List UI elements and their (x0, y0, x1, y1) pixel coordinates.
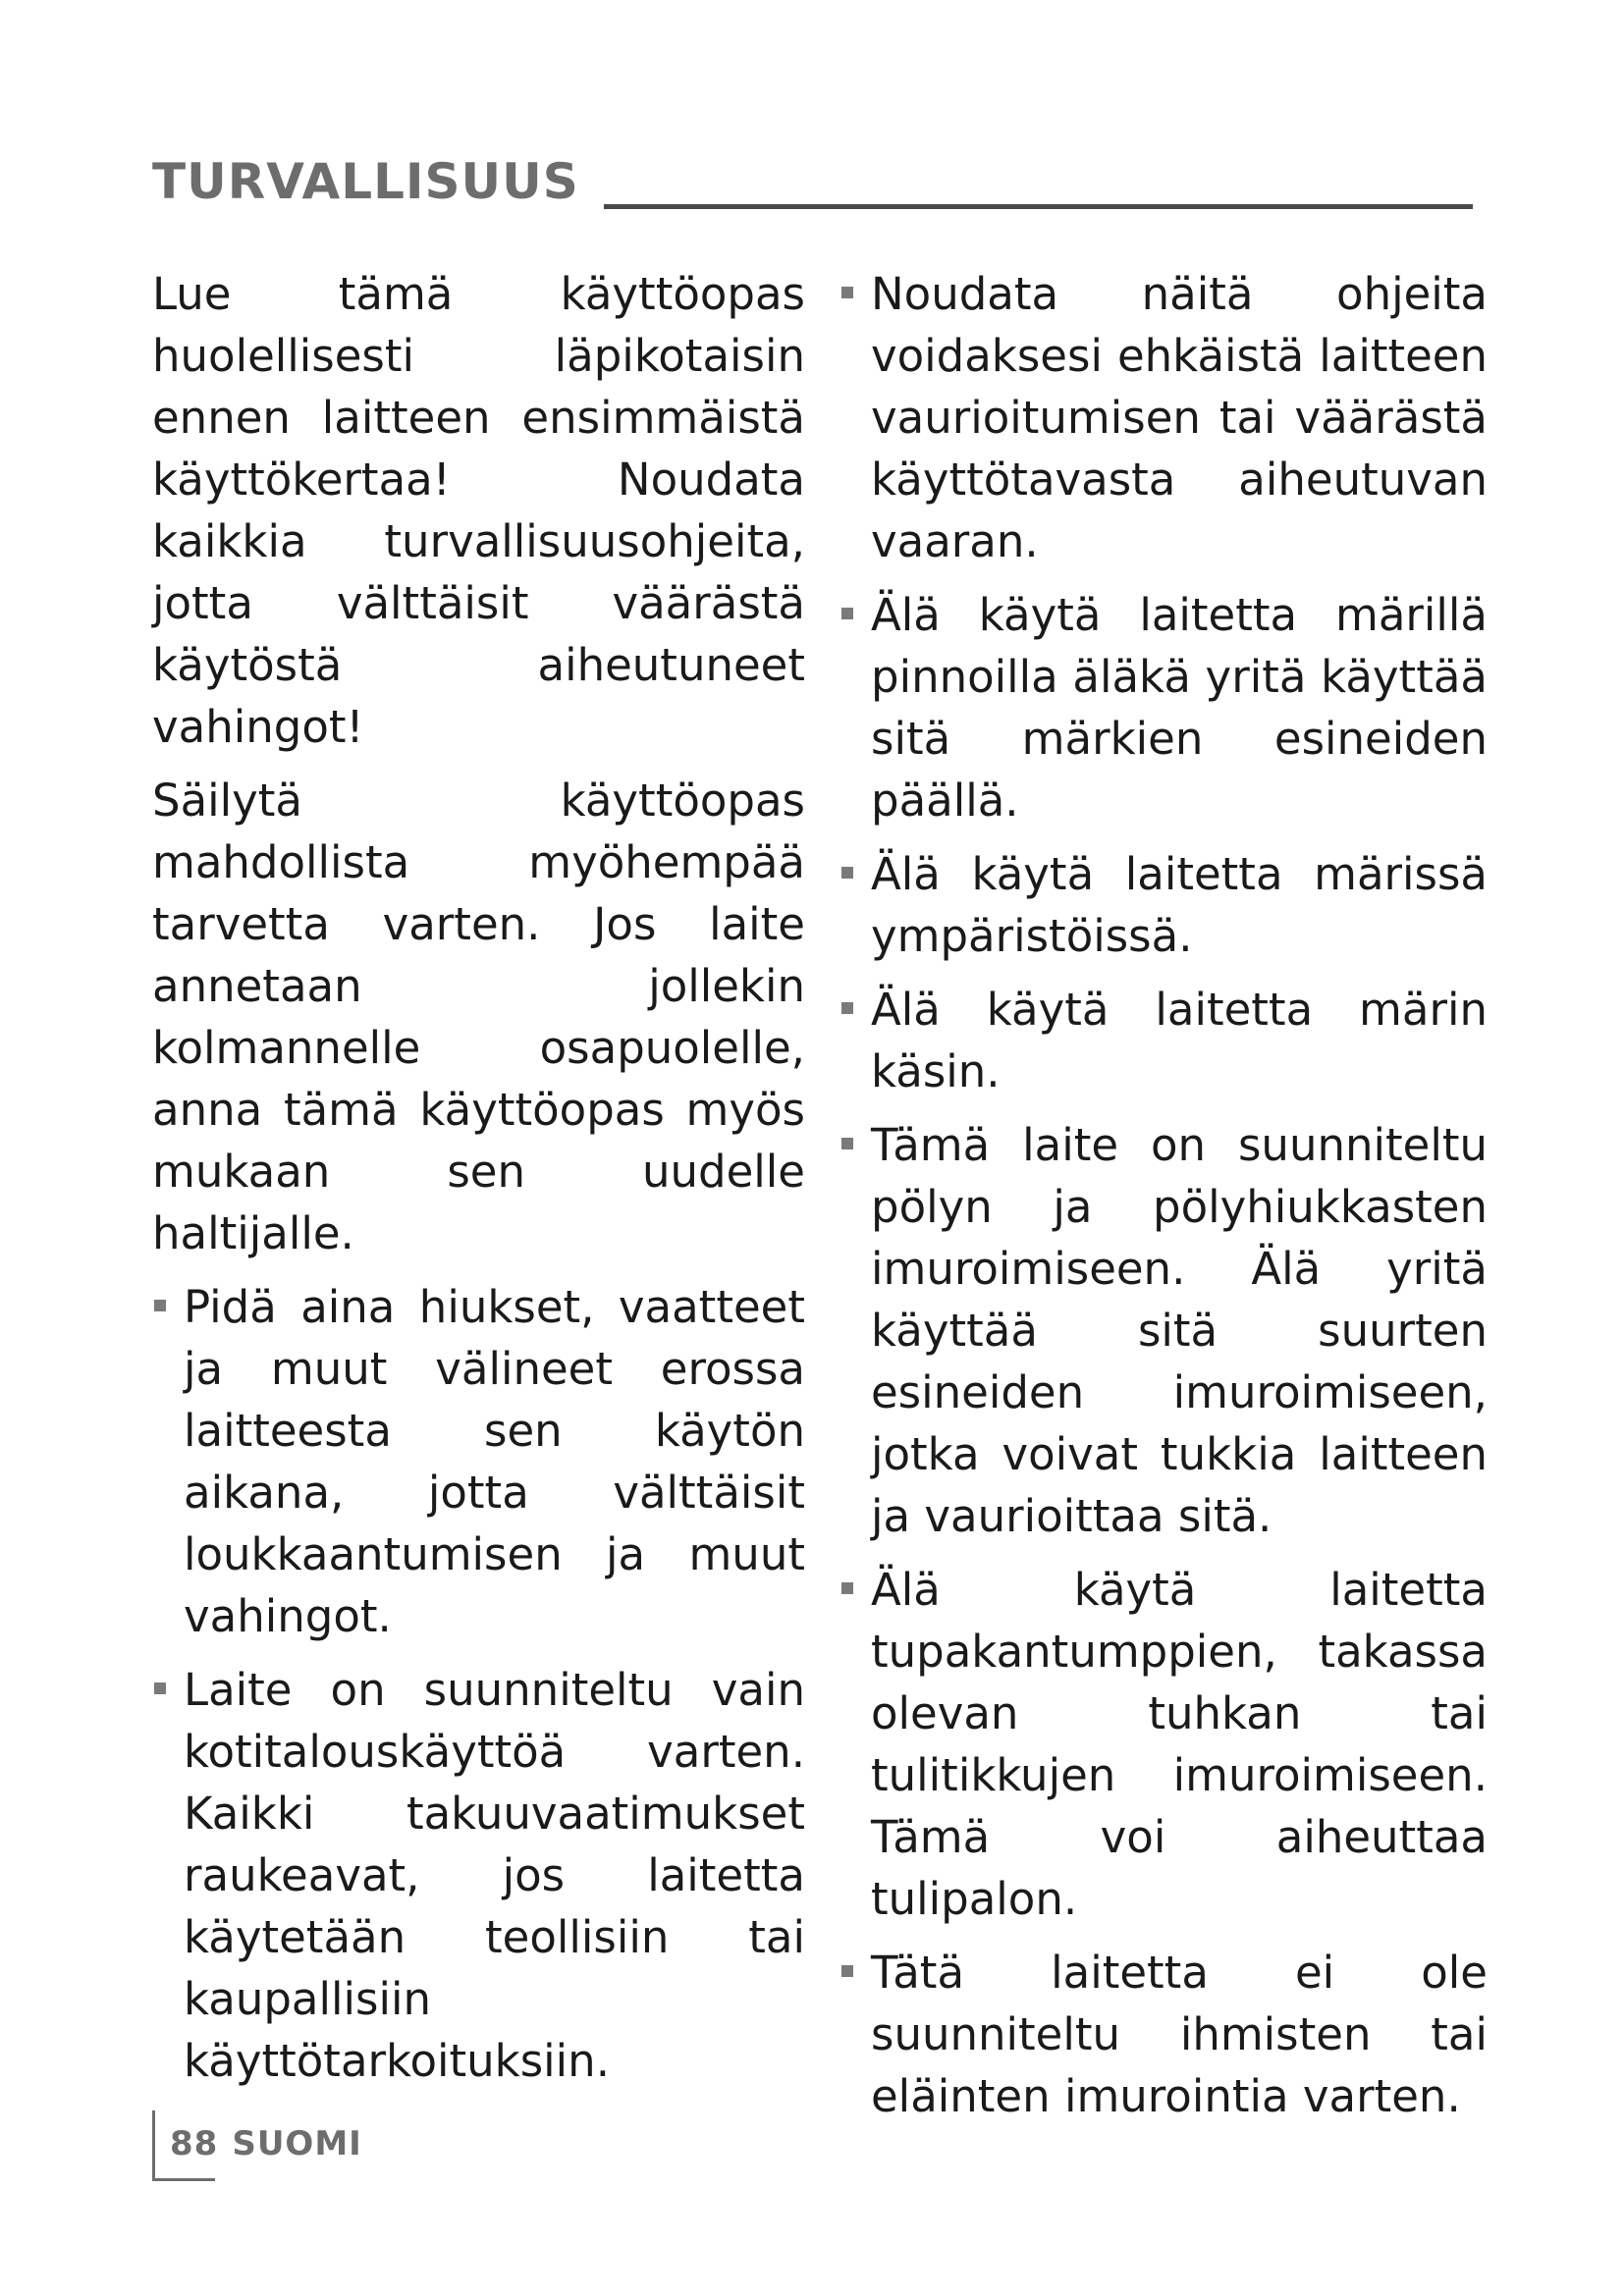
list-item (152, 1659, 805, 2092)
list-item-text: Älä käytä laitetta märin käsin. (871, 984, 1488, 1097)
footer-baseline (152, 2178, 215, 2181)
list-item (839, 1114, 1488, 1547)
list-item (839, 263, 1488, 572)
footer-language: SUOMI (232, 2124, 362, 2163)
list-item-text: Älä käytä laitetta tupakantumppien, takassa olevan tuhkan tai tulitikkujen imuroimiseen. Tämä voi aiheuttaa tulipalon. (871, 1564, 1488, 1925)
list-item (152, 1276, 805, 1647)
bullet-square-icon (841, 1965, 853, 1977)
list-item-text: Noudata näitä ohjeita voidaksesi ehkäistä laitteen vaurioitumisen tai väärästä käyttötavasta aiheutuvan vaaran. (871, 268, 1488, 567)
page-number: 88 (170, 2124, 219, 2163)
bullet-square-icon (841, 867, 853, 879)
page-title: TURVALLISUUS (152, 153, 579, 210)
bullet-square-icon (841, 1002, 853, 1014)
list-item-text: Tätä laitetta ei ole suunniteltu ihmisten tai eläinten imurointia varten. (871, 1947, 1488, 2122)
list-item (839, 843, 1488, 967)
list-item-text: Laite on suunniteltu vain kotitalouskäyttöä varten. Kaikki takuuvaatimukset raukeavat, jos laitetta käytetään teollisiin tai kaupallisiin käyttötarkoituksiin. (184, 1664, 805, 2087)
list-item-text: Älä käytä laitetta märissä ympäristöissä. (871, 848, 1488, 962)
storage-paragraph: Säilytä käyttöopas mahdollista myöhempää tarvetta varten. Jos laite annetaan jollekin kolmannelle osapuolelle, anna tämä käyttöopas myös mukaan sen uudelle haltijalle. (152, 774, 805, 1259)
intro-paragraph: Lue tämä käyttöopas huolellisesti läpikotaisin ennen laitteen ensimmäistä käyttökertaa! Noudata kaikkia turvallisuusohjeita, jotta välttäisit väärästä käytöstä aiheutuneet vahingot! (152, 268, 805, 753)
footer-divider (152, 2110, 155, 2181)
title-underline (604, 204, 1473, 209)
footer-label (170, 2124, 362, 2163)
page-footer (152, 2110, 447, 2181)
list-item (839, 979, 1488, 1102)
bullet-square-icon (841, 608, 853, 619)
bullet-square-icon (841, 1138, 853, 1149)
list-item (839, 1942, 1488, 2127)
list-item (839, 1559, 1488, 1930)
left-bullet-list (152, 1276, 805, 2092)
list-item-text: Pidä aina hiukset, vaatteet ja muut välineet erossa laitteesta sen käytön aikana, jotta välttäisit loukkaantumisen ja muut vahingot. (184, 1281, 805, 1642)
list-item (839, 584, 1488, 831)
list-item-text: Älä käytä laitetta märillä pinnoilla äläkä yritä käyttää sitä märkien esineiden päällä. (871, 589, 1488, 827)
right-bullet-list (839, 263, 1488, 2127)
right-column (839, 263, 1488, 2139)
bullet-square-icon (154, 1300, 166, 1311)
section-header (152, 147, 1473, 216)
left-column (152, 263, 805, 2104)
bullet-square-icon (154, 1682, 166, 1694)
bullet-square-icon (841, 287, 853, 298)
list-item-text: Tämä laite on suunniteltu pölyn ja pölyhiukkasten imuroimiseen. Älä yritä käyttää sitä suurten esineiden imuroimiseen, jotka voivat tukkia laitteen ja vaurioittaa sitä. (871, 1119, 1488, 1542)
bullet-square-icon (841, 1582, 853, 1594)
